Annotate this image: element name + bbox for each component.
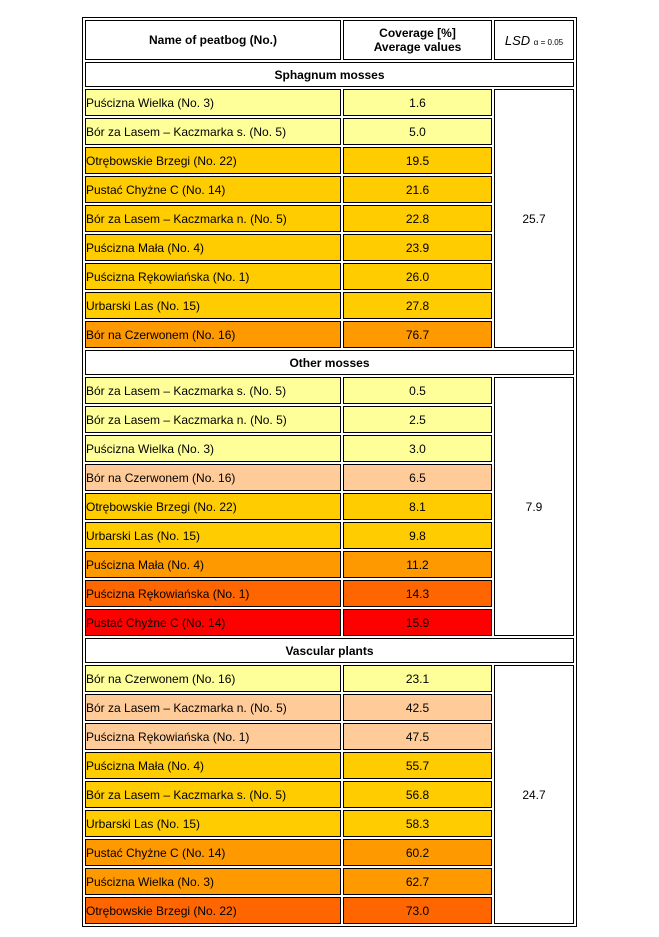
peatbog-name: Pustać Chyżne C (No. 14) (85, 839, 341, 866)
coverage-value: 15.9 (343, 609, 492, 636)
peatbog-name: Otrębowskie Brzegi (No. 22) (85, 493, 341, 520)
lsd-value: 7.9 (494, 377, 574, 636)
coverage-value: 73.0 (343, 897, 492, 924)
coverage-value: 58.3 (343, 810, 492, 837)
coverage-value: 56.8 (343, 781, 492, 808)
coverage-value: 22.8 (343, 205, 492, 232)
peatbog-name: Pustać Chyżne C (No. 14) (85, 609, 341, 636)
peatbog-name: Puścizna Wielka (No. 3) (85, 435, 341, 462)
header-name-col: Name of peatbog (No.) (85, 20, 341, 60)
header-lsd-sub: α = 0.05 (533, 37, 564, 47)
peatbog-name: Puścizna Mała (No. 4) (85, 752, 341, 779)
peatbog-name: Puścizna Wielka (No. 3) (85, 868, 341, 895)
peatbog-name: Bór za Lasem – Kaczmarka n. (No. 5) (85, 205, 341, 232)
coverage-value: 27.8 (343, 292, 492, 319)
header-row (85, 20, 574, 60)
section-title: Sphagnum mosses (85, 62, 574, 87)
coverage-value: 23.1 (343, 665, 492, 692)
peatbog-name: Urbarski Las (No. 15) (85, 522, 341, 549)
peatbog-name: Bór na Czerwonem (No. 16) (85, 464, 341, 491)
header-coverage-line1: Coverage [%] (379, 26, 456, 40)
peatbog-name: Puścizna Mała (No. 4) (85, 234, 341, 261)
coverage-value: 26.0 (343, 263, 492, 290)
coverage-value: 2.5 (343, 406, 492, 433)
peatbog-name: Bór za Lasem – Kaczmarka s. (No. 5) (85, 781, 341, 808)
peatbog-name: Puścizna Rękowiańska (No. 1) (85, 580, 341, 607)
coverage-value: 3.0 (343, 435, 492, 462)
header-coverage-col (343, 20, 492, 60)
coverage-value: 11.2 (343, 551, 492, 578)
section-header-vascular-plants (85, 638, 574, 663)
coverage-value: 21.6 (343, 176, 492, 203)
peatbog-name: Bór za Lasem – Kaczmarka s. (No. 5) (85, 377, 341, 404)
section-title: Vascular plants (85, 638, 574, 663)
peatbog-name: Urbarski Las (No. 15) (85, 810, 341, 837)
lsd-value: 25.7 (494, 89, 574, 348)
peatbog-name: Bór za Lasem – Kaczmarka s. (No. 5) (85, 118, 341, 145)
header-lsd-label: LSD (504, 32, 531, 48)
peatbog-name: Bór za Lasem – Kaczmarka n. (No. 5) (85, 694, 341, 721)
coverage-value: 19.5 (343, 147, 492, 174)
peatbog-name: Bór za Lasem – Kaczmarka n. (No. 5) (85, 406, 341, 433)
peatbog-name: Puścizna Rękowiańska (No. 1) (85, 723, 341, 750)
peatbog-name: Otrębowskie Brzegi (No. 22) (85, 147, 341, 174)
peatbog-name: Bór na Czerwonem (No. 16) (85, 321, 341, 348)
peatbog-name: Puścizna Rękowiańska (No. 1) (85, 263, 341, 290)
header-lsd-col (494, 20, 574, 60)
coverage-table (82, 17, 577, 927)
peatbog-name: Otrębowskie Brzegi (No. 22) (85, 897, 341, 924)
coverage-value: 42.5 (343, 694, 492, 721)
peatbog-name: Urbarski Las (No. 15) (85, 292, 341, 319)
peatbog-name: Bór na Czerwonem (No. 16) (85, 665, 341, 692)
peatbog-name: Puścizna Mała (No. 4) (85, 551, 341, 578)
coverage-value: 8.1 (343, 493, 492, 520)
coverage-value: 5.0 (343, 118, 492, 145)
section-header-sphagnum (85, 62, 574, 87)
peatbog-name: Puścizna Wielka (No. 3) (85, 89, 341, 116)
coverage-value: 60.2 (343, 839, 492, 866)
section-header-other-mosses (85, 350, 574, 375)
coverage-value: 55.7 (343, 752, 492, 779)
coverage-value: 76.7 (343, 321, 492, 348)
coverage-value: 47.5 (343, 723, 492, 750)
header-coverage-line2: Average values (373, 40, 462, 54)
coverage-value: 14.3 (343, 580, 492, 607)
coverage-value: 1.6 (343, 89, 492, 116)
coverage-value: 0.5 (343, 377, 492, 404)
coverage-value: 62.7 (343, 868, 492, 895)
coverage-value: 9.8 (343, 522, 492, 549)
lsd-value: 24.7 (494, 665, 574, 924)
coverage-value: 6.5 (343, 464, 492, 491)
coverage-value: 23.9 (343, 234, 492, 261)
peatbog-name: Pustać Chyżne C (No. 14) (85, 176, 341, 203)
section-title: Other mosses (85, 350, 574, 375)
